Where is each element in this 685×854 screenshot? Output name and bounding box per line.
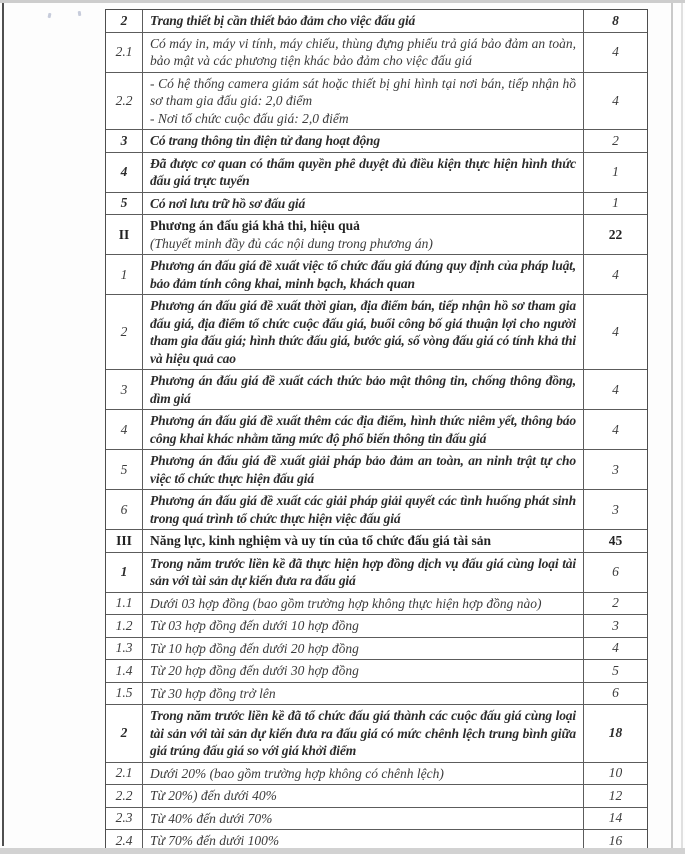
row-number: 2.2 bbox=[106, 785, 143, 807]
row-number: 1 bbox=[106, 553, 143, 592]
criterion-main-text: Năng lực, kinh nghiệm và uy tín của tổ chức đấu giá tài sản bbox=[150, 533, 492, 548]
criterion-main-text: Dưới 20% (bao gồm trường hợp không có chênh lệch) bbox=[150, 765, 444, 781]
row-number: 2.2 bbox=[106, 73, 143, 130]
row-number: 6 bbox=[106, 490, 143, 529]
table-row bbox=[106, 130, 647, 153]
table-row bbox=[106, 410, 647, 450]
score-value: 5 bbox=[612, 662, 619, 678]
criterion-text bbox=[143, 683, 584, 705]
criterion-text bbox=[143, 370, 584, 409]
table-row bbox=[106, 705, 647, 763]
criterion-text bbox=[143, 10, 584, 32]
score-value: 8 bbox=[612, 12, 619, 28]
score-value: 6 bbox=[612, 564, 619, 579]
score-value: 1 bbox=[612, 195, 619, 211]
table-row bbox=[106, 593, 647, 616]
criterion-main-text: Từ 20 hợp đồng đến dưới 30 hợp đồng bbox=[150, 663, 359, 678]
score-value: 4 bbox=[612, 266, 619, 282]
score-value: 6 bbox=[612, 685, 619, 701]
criterion-main-text: Phương án đấu giá khả thi, hiệu quả bbox=[150, 218, 360, 233]
row-number: 2.1 bbox=[106, 33, 143, 72]
criterion-text bbox=[143, 450, 584, 489]
scan-speck bbox=[78, 11, 82, 16]
table-row bbox=[106, 638, 647, 661]
scan-edge-bottom bbox=[0, 848, 685, 854]
criterion-main-text: Đã được cơ quan có thẩm quyền phê duyệt đủ điều kiện thực hiện hình thức đấu giá trực tuyến bbox=[150, 155, 576, 188]
score-value: 4 bbox=[612, 324, 619, 339]
criterion-text bbox=[143, 193, 584, 215]
row-number: 2 bbox=[106, 705, 143, 762]
score-value: 16 bbox=[608, 832, 623, 848]
scoring-criteria-table bbox=[105, 9, 648, 853]
row-number: 1 bbox=[106, 255, 143, 294]
score-value: 12 bbox=[608, 787, 623, 803]
row-number: 1.3 bbox=[106, 638, 143, 660]
score-value: 1 bbox=[612, 164, 619, 179]
criterion-line: - Nơi tổ chức cuộc đấu giá: 2,0 điểm bbox=[150, 110, 349, 126]
row-number: 1.5 bbox=[106, 683, 143, 705]
criterion-text bbox=[143, 410, 584, 449]
row-number: 5 bbox=[106, 193, 143, 215]
row-number: 4 bbox=[106, 153, 143, 192]
table-row bbox=[106, 785, 647, 808]
table-row bbox=[106, 683, 647, 706]
table-row bbox=[106, 553, 647, 593]
table-row bbox=[106, 255, 647, 295]
criterion-main-text: Từ 30 hợp đồng trở lên bbox=[150, 685, 276, 701]
criterion-main-text: Từ 40% đến dưới 70% bbox=[150, 810, 273, 826]
table-row bbox=[106, 370, 647, 410]
criterion-text bbox=[143, 255, 584, 294]
row-number: II bbox=[106, 215, 143, 254]
table-row bbox=[106, 490, 647, 530]
criterion-note: (Thuyết minh đầy đủ các nội dung trong phương án) bbox=[150, 235, 433, 251]
criterion-main-text: Phương án đấu giá đề xuất việc tổ chức đấu giá đúng quy định của pháp luật, bảo đảm tính công khai, minh bạch, khách quan bbox=[150, 258, 576, 291]
table-row bbox=[106, 450, 647, 490]
criterion-text bbox=[143, 490, 584, 529]
scan-edge-right-margin bbox=[681, 3, 683, 848]
criterion-text bbox=[143, 33, 584, 72]
criterion-main-text: Có nơi lưu trữ hồ sơ đấu giá bbox=[150, 195, 306, 211]
score-value: 45 bbox=[608, 532, 623, 548]
score-value: 3 bbox=[612, 617, 619, 633]
row-number: 3 bbox=[106, 130, 143, 152]
criterion-text bbox=[143, 130, 584, 152]
criterion-main-text: Phương án đấu giá đề xuất thời gian, địa điểm bán, tiếp nhận hồ sơ tham gia đấu giá, địa điểm tổ chức cuộc đấu giá, buổi công bố giá thuận lợi cho người tham gia đấu giá; hình thức đấu giá, bước giá, số vòng đấu giá có tính khả thi và hiệu quả cao bbox=[150, 298, 576, 366]
criterion-main-text: Có máy in, máy vi tính, máy chiếu, thùng đựng phiếu trả giá bảo đảm an toàn, bảo mật và các phương tiện khác bảo đảm cho việc đấu giá bbox=[150, 35, 576, 68]
criterion-text bbox=[143, 785, 584, 807]
criterion-main-text: Trang thiết bị cần thiết bảo đảm cho việc đấu giá bbox=[150, 13, 416, 28]
criterion-text bbox=[143, 530, 584, 552]
scan-edge-top bbox=[0, 0, 685, 3]
criterion-text bbox=[143, 660, 584, 682]
table-row bbox=[106, 215, 647, 255]
score-value: 22 bbox=[608, 226, 623, 242]
criterion-main-text: Phương án đấu giá đề xuất các giải pháp giải quyết các tình huống phát sinh trong quá trình tổ chức thực hiện việc đấu giá bbox=[150, 493, 576, 526]
table-row bbox=[106, 615, 647, 638]
criterion-text bbox=[143, 763, 584, 785]
score-value: 2 bbox=[612, 132, 619, 148]
criterion-text bbox=[143, 705, 584, 762]
table-row bbox=[106, 10, 647, 33]
criterion-text bbox=[143, 808, 584, 830]
table-row bbox=[106, 530, 647, 553]
criterion-text bbox=[143, 593, 584, 615]
criterion-text bbox=[143, 215, 584, 254]
criterion-main-text: Từ 70% đến dưới 100% bbox=[150, 833, 280, 848]
row-number: 2 bbox=[106, 295, 143, 369]
criterion-text bbox=[143, 615, 584, 637]
criterion-main-text: Có trang thông tin điện tử đang hoạt động bbox=[150, 133, 381, 148]
criterion-text bbox=[143, 295, 584, 369]
criterion-main-text: Trong năm trước liền kề đã tổ chức đấu giá thành các cuộc đấu giá cùng loại tài sản với tài sản dự kiến đưa ra đấu giá có mức chênh lệch trung bình giữa giá trúng đấu giá so với giá khởi điểm bbox=[150, 708, 576, 758]
score-value: 4 bbox=[612, 381, 619, 397]
criterion-main-text: Dưới 03 hợp đồng (bao gồm trường hợp không thực hiện hợp đồng nào) bbox=[150, 595, 542, 611]
score-value: 4 bbox=[612, 421, 619, 437]
score-value: 4 bbox=[612, 92, 619, 108]
criterion-line: - Có hệ thống camera giám sát hoặc thiết bị ghi hình tại nơi bán, tiếp nhận hồ sơ tham gia đấu giá: 2,0 điểm bbox=[150, 75, 576, 108]
scan-speck bbox=[48, 13, 52, 19]
criterion-text bbox=[143, 153, 584, 192]
row-number: 1.2 bbox=[106, 615, 143, 637]
table-row bbox=[106, 153, 647, 193]
row-number: 2 bbox=[106, 10, 143, 32]
scan-edge-left-line bbox=[2, 3, 4, 846]
criterion-main-text: Phương án đấu giá đề xuất giải pháp bảo đảm an toàn, an ninh trật tự cho việc tổ chức thực hiện đấu giá bbox=[150, 453, 576, 486]
row-number: 1.1 bbox=[106, 593, 143, 615]
score-value: 4 bbox=[612, 640, 619, 656]
score-value: 18 bbox=[608, 725, 623, 741]
criterion-text bbox=[143, 553, 584, 592]
criterion-main-text: Phương án đấu giá đề xuất cách thức bảo mật thông tin, chống thông đồng, dìm giá bbox=[150, 373, 576, 406]
score-value: 4 bbox=[612, 44, 619, 59]
table-row bbox=[106, 808, 647, 831]
criterion-text bbox=[143, 638, 584, 660]
criterion-main-text: Từ 10 hợp đồng đến dưới 20 hợp đồng bbox=[150, 640, 359, 656]
score-value: 14 bbox=[608, 810, 623, 826]
criterion-main-text: Phương án đấu giá đề xuất thêm các địa điểm, hình thức niêm yết, thông báo công khai khác nhằm tăng mức độ phổ biến thông tin đấu giá bbox=[150, 413, 576, 446]
table-row bbox=[106, 660, 647, 683]
table-row bbox=[106, 73, 647, 131]
table-row bbox=[106, 295, 647, 370]
criterion-main-text: Từ 03 hợp đồng đến dưới 10 hợp đồng bbox=[150, 618, 359, 633]
row-number: 5 bbox=[106, 450, 143, 489]
row-number: 4 bbox=[106, 410, 143, 449]
table-row bbox=[106, 193, 647, 216]
scan-edge-right-line bbox=[671, 3, 673, 848]
row-number: 2.3 bbox=[106, 808, 143, 830]
criterion-main-text: Trong năm trước liền kề đã thực hiện hợp đồng dịch vụ đấu giá cùng loại tài sản với tài sản dự kiến đưa ra đấu giá bbox=[150, 555, 576, 588]
row-number: 1.4 bbox=[106, 660, 143, 682]
criterion-main-text: Từ 20%) đến dưới 40% bbox=[150, 788, 277, 803]
score-value: 2 bbox=[612, 595, 619, 611]
row-number: 3 bbox=[106, 370, 143, 409]
row-number: 2.1 bbox=[106, 763, 143, 785]
score-value: 10 bbox=[608, 765, 623, 781]
row-number: 2.4 bbox=[106, 830, 143, 852]
score-value: 3 bbox=[612, 461, 619, 477]
table-row bbox=[106, 33, 647, 73]
table-row bbox=[106, 763, 647, 786]
score-value: 3 bbox=[612, 501, 619, 517]
row-number: III bbox=[106, 530, 143, 552]
criterion-text bbox=[143, 73, 584, 130]
